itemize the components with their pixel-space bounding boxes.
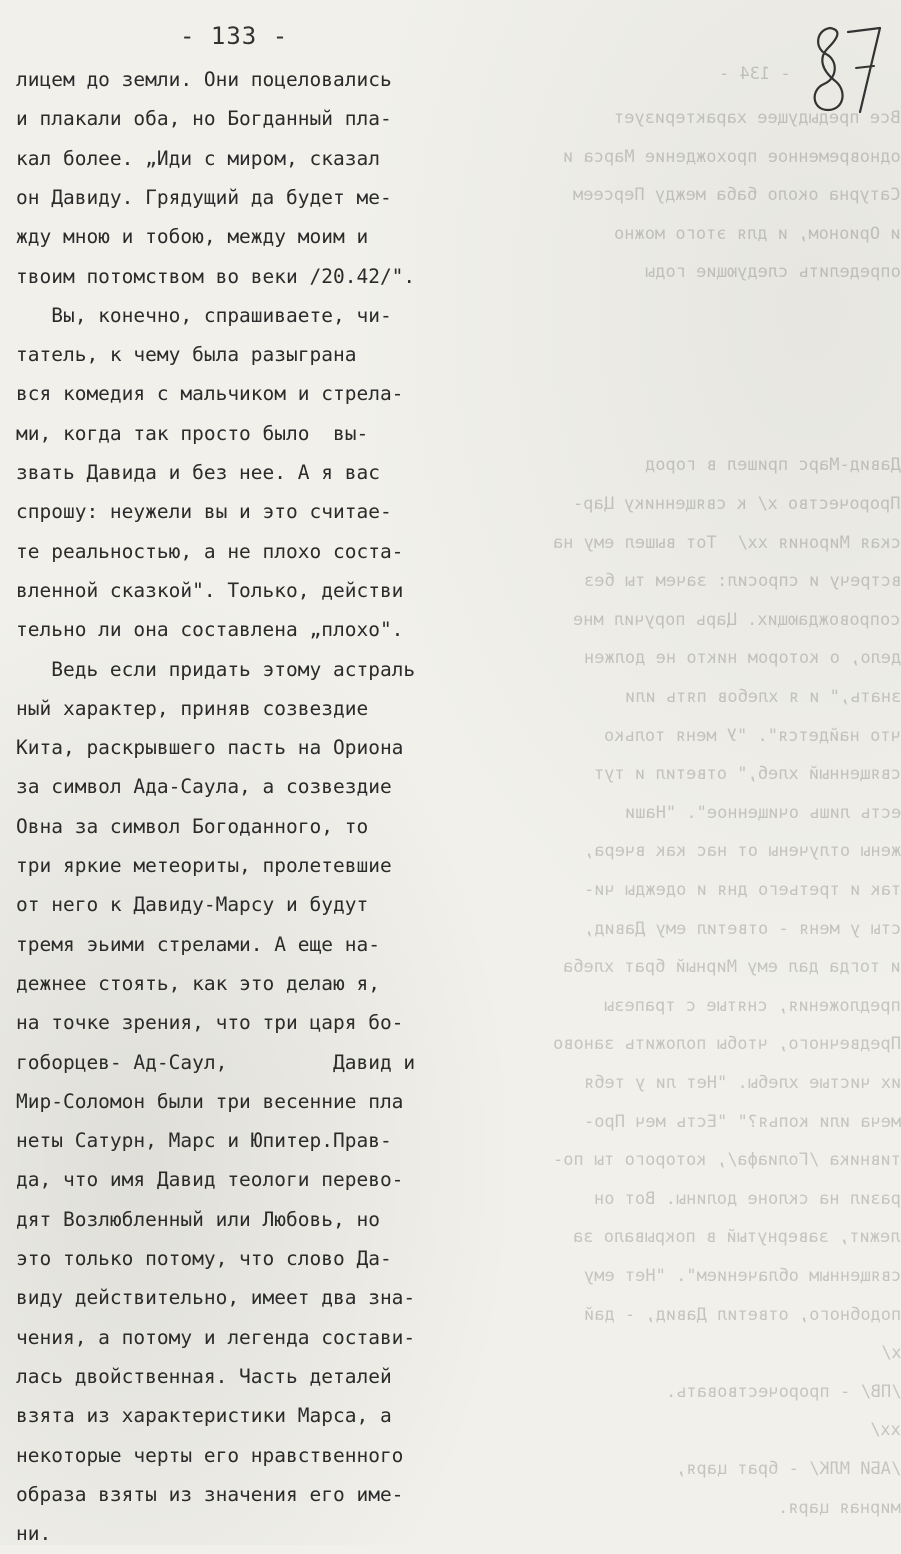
reverse-text-line: разил на склоне долины. Вот он <box>593 1188 901 1209</box>
text-line: вся комедия с мальчиком и стрела- <box>16 382 404 406</box>
text-line: чения, а потому и легенда состави- <box>16 1325 416 1349</box>
reverse-text-line: сопровождающих. Царь поручил мне <box>573 609 901 630</box>
text-line: жду мною и тобою, между моим и <box>16 225 369 249</box>
text-line: Ведь если придать этому астраль <box>16 657 416 681</box>
reverse-text-line: /ПВ/ - пророчествовать. <box>665 1381 901 1402</box>
reverse-text-line: Сатурна около баба между Персеем <box>573 185 901 206</box>
reverse-text-line: одновременное прохождение Марса и <box>563 146 901 167</box>
reverse-text-line: знать," и я хлебов пять или <box>624 687 901 707</box>
reverse-text-line: Все предыдущее характеризует <box>614 108 901 128</box>
text-line: Овна за символ Богоданного, то <box>16 814 369 838</box>
text-line: лась двойственная. Часть деталей <box>16 1364 392 1388</box>
text-line: ни. <box>16 1522 52 1546</box>
text-line: татель, к чему была разыграна <box>16 343 357 367</box>
text-line: ный характер, приняв созвездие <box>16 696 369 720</box>
reverse-page-bleed-through <box>470 55 901 1545</box>
text-line: на точке зрения, что три царя бо- <box>16 1011 404 1035</box>
reverse-text-line: так и третьего дня и одежды чи- <box>583 880 901 900</box>
reverse-text-line: ская Мирония xx/ Тот вышел ему на <box>553 532 901 553</box>
reverse-text-line: священным облачением". "Нет ему <box>583 1266 901 1286</box>
reverse-text-line: Давид-Марс пришел в город <box>645 455 901 476</box>
text-line: дят Возлюбленный или Любовь, но <box>16 1207 380 1231</box>
reverse-text-line: тивника /Голиафа/, которого ты по- <box>553 1150 901 1171</box>
reverse-text-line: Предвечного, чтобы положить заново <box>553 1034 901 1055</box>
text-line: да, что имя Давид теологи перево- <box>16 1168 404 1192</box>
text-line: гоборцев- Ад-Саул, Давид и <box>16 1050 416 1074</box>
reverse-page-number: - 134 - <box>719 64 791 84</box>
reverse-text-line: определить следующие годы <box>645 262 901 283</box>
reverse-text-line: подобного, ответил Давид, - дай <box>583 1304 901 1325</box>
text-line: за символ Ада-Саула, а созвездие <box>16 775 392 799</box>
text-line: спрошу: неужели вы и это считае- <box>16 500 392 524</box>
text-line: тремя эьими стрелами. А еще на- <box>16 932 380 956</box>
text-line: виду действительно, имеет два зна- <box>16 1286 416 1310</box>
text-line: те реальностью, а не плохо соста- <box>16 539 404 563</box>
reverse-text-line: сты у меня - ответил ему Давид, <box>583 918 901 939</box>
text-line: это только потому, что слово Да- <box>16 1247 392 1270</box>
reverse-text-line: и тогда дал ему Мирный брат хлеба <box>563 957 901 978</box>
reverse-text-line: дело, о котором никто не должен <box>583 648 901 669</box>
handwritten-page-number <box>808 18 888 118</box>
text-line: вленной сказкой". Только, действи <box>16 578 404 602</box>
text-line: тельно ли она составлена „плохо". <box>16 618 404 642</box>
reverse-text-line: /АБИ МЛК/ - брат царя, <box>675 1459 901 1479</box>
reverse-text-line: священный хлеб," ответил и тут <box>593 764 901 785</box>
reverse-text-line: xx/ <box>870 1420 901 1441</box>
text-line: некоторые черты его нравственного <box>16 1443 404 1467</box>
text-line: Мир-Соломон были три весенние пла <box>16 1089 404 1113</box>
reverse-text-line: мирная царя. <box>778 1497 901 1518</box>
reverse-text-line: есть лишь очищенное". "Наши <box>624 802 901 823</box>
reverse-text-line: жены отлучены от нас как вчера, <box>583 841 901 862</box>
text-line: дежнее стоять, как это делаю я, <box>16 971 380 995</box>
reverse-text-line: x/ <box>880 1343 901 1364</box>
text-line: неты Сатурн, Марс и Юпитер.Прав- <box>16 1129 392 1153</box>
text-line: взята из характеристики Марса, а <box>16 1404 392 1428</box>
text-line: он Давиду. Грядущий да будет ме- <box>16 185 392 209</box>
text-line: звать Давида и без нее. А я вас <box>16 461 380 484</box>
page-number: - 133 - <box>180 22 289 50</box>
text-line: твоим потомством во веки /20.42/". <box>16 264 416 288</box>
text-line: и плакали оба, но Богданный пла- <box>16 107 392 131</box>
text-line: ми, когда так просто было вы- <box>16 421 369 445</box>
text-line: три яркие метеориты, пролетевшие <box>16 854 392 877</box>
text-line: Кита, раскрывшего пасть на Ориона <box>16 736 404 760</box>
reverse-text-line: Пророчество x/ к священнику Цар- <box>573 494 901 514</box>
reverse-text-line: предложения, снятые с трапезы <box>604 995 901 1016</box>
reverse-text-line: и Орионом, и для этого можно <box>614 223 901 244</box>
text-line: от него к Давиду-Марсу и будут <box>16 893 369 917</box>
reverse-text-line: что найдется". "У меня только <box>604 725 901 746</box>
text-line: лицем до земли. Они поцеловались <box>16 68 392 91</box>
reverse-text-line: встречу и спросил: зачем ты без <box>583 571 901 592</box>
reverse-text-line: лежит, завернутый в покрывало за <box>573 1227 901 1248</box>
text-line: Вы, конечно, спрашиваете, чи- <box>16 303 392 327</box>
reverse-text-line: меча или копья?" "Есть меч Про- <box>583 1111 901 1132</box>
reverse-text-line: их чистые хлебы. "Нет ли у тебя <box>583 1073 901 1093</box>
text-line: образа взяты из значения его име- <box>16 1482 404 1506</box>
text-line: кал более. „Иди с миром, сказал <box>16 146 380 170</box>
